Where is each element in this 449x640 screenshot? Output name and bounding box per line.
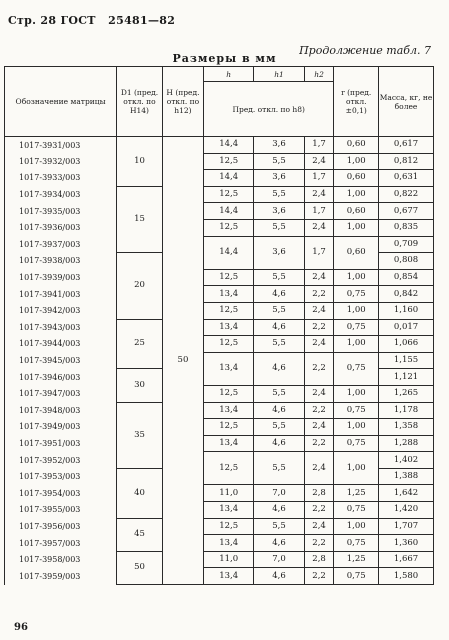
- designation-cell: 1017-3934/003: [5, 186, 117, 203]
- h-cell: 13,4: [204, 319, 254, 336]
- h-cell: 13,4: [204, 435, 254, 452]
- mass-cell: 1,178: [379, 402, 434, 419]
- mass-cell: 0,822: [379, 186, 434, 203]
- r-cell: 0,75: [334, 286, 379, 303]
- r-cell: 0,75: [334, 352, 379, 385]
- h1-cell: 4,6: [254, 286, 304, 303]
- mass-cell: 1,358: [379, 419, 434, 436]
- table-row: [5, 419, 434, 436]
- d1-cell: 50: [117, 551, 163, 584]
- r-cell: 1,25: [334, 551, 379, 568]
- table-row: [5, 502, 434, 519]
- designation-cell: 1017-3959/003: [5, 568, 117, 585]
- h1-cell: 5,5: [254, 518, 304, 535]
- h-cell: 12,5: [204, 419, 254, 436]
- table-row: [5, 435, 434, 452]
- designation-cell: 1017-3953/003: [5, 468, 117, 485]
- h1-cell: 3,6: [254, 137, 304, 154]
- d1-cell: 10: [117, 137, 163, 187]
- designation-cell: 1017-3943/003: [5, 319, 117, 336]
- h-cell: 12,5: [204, 385, 254, 402]
- h1-cell: 5,5: [254, 419, 304, 436]
- table-row: [5, 269, 434, 286]
- designation-cell: 1017-3936/003: [5, 219, 117, 236]
- d1-cell: 15: [117, 186, 163, 252]
- h-cell: 12,5: [204, 452, 254, 485]
- r-cell: 0,75: [334, 502, 379, 519]
- table-row: [5, 153, 434, 170]
- mass-cell: 0,677: [379, 203, 434, 220]
- h1-cell: 5,5: [254, 452, 304, 485]
- mass-cell: 0,808: [379, 253, 434, 270]
- table-row: [5, 219, 434, 236]
- table-row: [5, 402, 434, 419]
- table-row: [5, 551, 434, 568]
- h2-cell: 2,2: [304, 568, 334, 585]
- d1-cell: 25: [117, 319, 163, 369]
- mass-cell: 1,160: [379, 302, 434, 319]
- d1-cell: 35: [117, 402, 163, 468]
- designation-cell: 1017-3933/003: [5, 170, 117, 187]
- designation-cell: 1017-3949/003: [5, 419, 117, 436]
- r-cell: 0,60: [334, 203, 379, 220]
- designation-cell: 1017-3951/003: [5, 435, 117, 452]
- h1-cell: 5,5: [254, 219, 304, 236]
- h1-cell: 4,6: [254, 502, 304, 519]
- designation-cell: 1017-3942/003: [5, 302, 117, 319]
- table-row: [5, 535, 434, 552]
- table-row: [5, 452, 434, 469]
- r-cell: 1,00: [334, 336, 379, 353]
- h1-cell: 5,5: [254, 186, 304, 203]
- h-cell: 12,5: [204, 153, 254, 170]
- h2-cell: 2,4: [304, 153, 334, 170]
- designation-cell: 1017-3938/003: [5, 253, 117, 270]
- table-row: [5, 137, 434, 154]
- h-cell: 14,4: [204, 170, 254, 187]
- h-cell: 14,4: [204, 236, 254, 269]
- designation-cell: 1017-3946/003: [5, 369, 117, 386]
- h2-cell: 2,2: [304, 435, 334, 452]
- r-cell: 1,00: [334, 302, 379, 319]
- d1-cell: 30: [117, 369, 163, 402]
- h-cell: 13,4: [204, 402, 254, 419]
- h1-cell: 4,6: [254, 535, 304, 552]
- h1-cell: 5,5: [254, 336, 304, 353]
- h2-cell: 2,4: [304, 269, 334, 286]
- col-h2: h2: [304, 67, 334, 82]
- table-row: [5, 186, 434, 203]
- d1-cell: 20: [117, 253, 163, 319]
- page-header: [8, 14, 175, 27]
- col-r: r (пред. откл. ±0,1): [334, 67, 379, 137]
- h-cell: 12,5: [204, 302, 254, 319]
- table-row: [5, 319, 434, 336]
- h1-cell: 4,6: [254, 352, 304, 385]
- r-cell: 1,25: [334, 485, 379, 502]
- h1-cell: 7,0: [254, 485, 304, 502]
- h1-cell: 5,5: [254, 269, 304, 286]
- h-cell: 12,5: [204, 336, 254, 353]
- table-row: [5, 236, 434, 253]
- table-row: [5, 203, 434, 220]
- h-cell: 14,4: [204, 137, 254, 154]
- h-cell: 11,0: [204, 551, 254, 568]
- r-cell: 1,00: [334, 518, 379, 535]
- mass-cell: 1,388: [379, 468, 434, 485]
- h-cell: 12,5: [204, 518, 254, 535]
- table-row: [5, 352, 434, 369]
- h-cell: 12,5: [204, 269, 254, 286]
- h1-cell: 4,6: [254, 319, 304, 336]
- r-cell: 0,75: [334, 435, 379, 452]
- mass-cell: 0,812: [379, 153, 434, 170]
- r-cell: 1,00: [334, 419, 379, 436]
- h1-cell: 4,6: [254, 435, 304, 452]
- h1-cell: 3,6: [254, 236, 304, 269]
- mass-cell: 1,402: [379, 452, 434, 469]
- designation-cell: 1017-3931/003: [5, 137, 117, 154]
- designation-cell: 1017-3937/003: [5, 236, 117, 253]
- h2-cell: 2,4: [304, 219, 334, 236]
- h2-cell: 1,7: [304, 236, 334, 269]
- mass-cell: 1,642: [379, 485, 434, 502]
- r-cell: 1,00: [334, 452, 379, 485]
- h2-cell: 1,7: [304, 170, 334, 187]
- designation-cell: 1017-3945/003: [5, 352, 117, 369]
- h2-cell: 2,4: [304, 186, 334, 203]
- table-body: [5, 137, 434, 585]
- designation-cell: 1017-3941/003: [5, 286, 117, 303]
- h1-cell: 4,6: [254, 568, 304, 585]
- mass-cell: 1,667: [379, 551, 434, 568]
- h-cell: 14,4: [204, 203, 254, 220]
- r-cell: 0,75: [334, 319, 379, 336]
- page-header-label: Стр. 28 ГОСТ: [8, 14, 96, 27]
- d1-cell: 45: [117, 518, 163, 551]
- h-height-cell: 50: [162, 137, 203, 585]
- h1-cell: 5,5: [254, 153, 304, 170]
- col-h1: h1: [254, 67, 304, 82]
- mass-cell: 1,360: [379, 535, 434, 552]
- h2-cell: 2,2: [304, 535, 334, 552]
- h2-cell: 2,4: [304, 385, 334, 402]
- designation-cell: 1017-3957/003: [5, 535, 117, 552]
- mass-cell: 1,121: [379, 369, 434, 386]
- mass-cell: 0,835: [379, 219, 434, 236]
- h-cell: 13,4: [204, 535, 254, 552]
- mass-cell: 0,631: [379, 170, 434, 187]
- h2-cell: 2,4: [304, 452, 334, 485]
- col-h-height: H (пред. откл. по h12): [162, 67, 203, 137]
- standard-number: 25481—82: [108, 14, 176, 27]
- col-d1: D1 (пред. откл. по H14): [117, 67, 163, 137]
- r-cell: 0,75: [334, 535, 379, 552]
- mass-cell: 1,288: [379, 435, 434, 452]
- mass-cell: 1,066: [379, 336, 434, 353]
- h1-cell: 3,6: [254, 203, 304, 220]
- r-cell: 0,75: [334, 568, 379, 585]
- h-cell: 13,4: [204, 502, 254, 519]
- h-cell: 13,4: [204, 286, 254, 303]
- mass-cell: 1,420: [379, 502, 434, 519]
- h-cell: 13,4: [204, 352, 254, 385]
- h2-cell: 2,2: [304, 319, 334, 336]
- mass-cell: 0,854: [379, 269, 434, 286]
- h1-cell: 5,5: [254, 385, 304, 402]
- table-header: [5, 67, 434, 137]
- designation-cell: 1017-3954/003: [5, 485, 117, 502]
- designation-cell: 1017-3952/003: [5, 452, 117, 469]
- h-cell: 11,0: [204, 485, 254, 502]
- designation-cell: 1017-3939/003: [5, 269, 117, 286]
- h2-cell: 2,2: [304, 502, 334, 519]
- col-h: h: [204, 67, 254, 82]
- r-cell: 0,75: [334, 402, 379, 419]
- r-cell: 1,00: [334, 269, 379, 286]
- mass-cell: 0,842: [379, 286, 434, 303]
- continuation-label: Продолжение табл. 7: [299, 44, 431, 57]
- page-number: 96: [14, 622, 28, 633]
- designation-cell: 1017-3932/003: [5, 153, 117, 170]
- h1-cell: 7,0: [254, 551, 304, 568]
- designation-cell: 1017-3935/003: [5, 203, 117, 220]
- h2-cell: 2,8: [304, 485, 334, 502]
- r-cell: 0,60: [334, 170, 379, 187]
- table-row: [5, 336, 434, 353]
- col-designation: Обозначение матрицы: [5, 67, 117, 137]
- designation-cell: 1017-3944/003: [5, 336, 117, 353]
- table-row: [5, 170, 434, 187]
- r-cell: 1,00: [334, 385, 379, 402]
- r-cell: 1,00: [334, 153, 379, 170]
- designation-cell: 1017-3955/003: [5, 502, 117, 519]
- table-row: [5, 286, 434, 303]
- h2-cell: 2,4: [304, 336, 334, 353]
- h2-cell: 1,7: [304, 203, 334, 220]
- h2-cell: 2,2: [304, 352, 334, 385]
- table-row: [5, 518, 434, 535]
- mass-cell: 0,017: [379, 319, 434, 336]
- mass-cell: 0,709: [379, 236, 434, 253]
- table-row: [5, 568, 434, 585]
- mass-cell: 1,155: [379, 352, 434, 369]
- h1-cell: 5,5: [254, 302, 304, 319]
- h2-cell: 2,4: [304, 518, 334, 535]
- designation-cell: 1017-3948/003: [5, 402, 117, 419]
- mass-cell: 1,707: [379, 518, 434, 535]
- h2-cell: 2,2: [304, 402, 334, 419]
- h-cell: 12,5: [204, 186, 254, 203]
- designation-cell: 1017-3958/003: [5, 551, 117, 568]
- r-cell: 1,00: [334, 186, 379, 203]
- h2-cell: 2,8: [304, 551, 334, 568]
- dimensions-caption: Размеры в мм: [172, 52, 277, 65]
- h2-cell: 1,7: [304, 137, 334, 154]
- h2-cell: 2,4: [304, 302, 334, 319]
- r-cell: 1,00: [334, 219, 379, 236]
- h2-cell: 2,2: [304, 286, 334, 303]
- mass-cell: 1,265: [379, 385, 434, 402]
- mass-cell: 0,617: [379, 137, 434, 154]
- table-row: [5, 485, 434, 502]
- h-cell: 12,5: [204, 219, 254, 236]
- dimensions-table: [4, 66, 434, 585]
- r-cell: 0,60: [334, 137, 379, 154]
- h-cell: 13,4: [204, 568, 254, 585]
- h1-cell: 4,6: [254, 402, 304, 419]
- designation-cell: 1017-3947/003: [5, 385, 117, 402]
- col-mass: Масса, кг, не более: [379, 67, 434, 137]
- table-row: [5, 302, 434, 319]
- col-tolerance-h8: Пред. откл. по h8): [204, 82, 334, 137]
- d1-cell: 40: [117, 468, 163, 518]
- mass-cell: 1,580: [379, 568, 434, 585]
- h1-cell: 3,6: [254, 170, 304, 187]
- designation-cell: 1017-3956/003: [5, 518, 117, 535]
- h2-cell: 2,4: [304, 419, 334, 436]
- table-row: [5, 385, 434, 402]
- r-cell: 0,60: [334, 236, 379, 269]
